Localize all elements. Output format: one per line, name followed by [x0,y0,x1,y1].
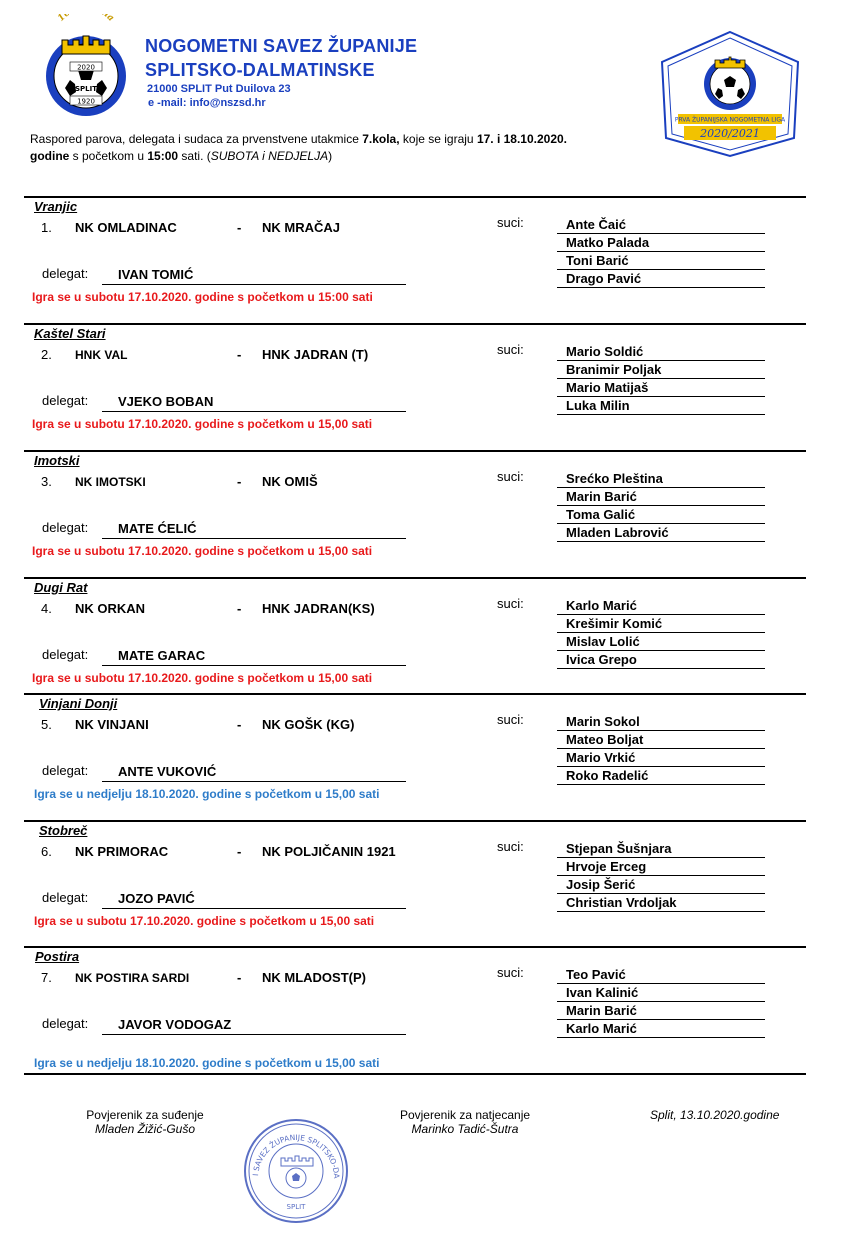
venue: Vinjani Donji [39,696,118,711]
divider [24,577,806,579]
referees-label: suci: [497,215,524,230]
match-number: 1. [41,220,52,235]
referee-line: Drago Pavić [557,270,765,288]
org-email: e -mail: info@nszsd.hr [148,97,266,109]
commissioner-referees-title: Povjerenik za suđenje [86,1108,204,1122]
home-team: NK OMLADINAC [75,220,177,235]
home-team: NK VINJANI [75,717,149,732]
delegate-line: ANTE VUKOVIĆ [102,764,406,782]
match-number: 4. [41,601,52,616]
referee-line: Hrvoje Erceg [557,858,765,876]
referee-line: Teo Pavić [557,966,765,984]
home-team: HNK VAL [75,348,128,362]
logo-year-bottom: 1920 [77,97,95,106]
referees-label: suci: [497,839,524,854]
official-stamp [243,1118,349,1224]
referee-line: Toma Galić [557,506,765,524]
match-block [24,820,806,947]
referee-line: Mario Matijaš [557,379,765,397]
referee-line: Karlo Marić [557,1020,765,1038]
org-address: 21000 SPLIT Put Duilova 23 [147,83,291,95]
venue: Vranjic [34,199,78,214]
schedule-note: Igra se u subotu 17.10.2020. godine s početkom u 15,00 sati [34,914,375,928]
delegate-label: delegat: [42,520,89,535]
match-block [24,693,806,820]
referee-line: Luka Milin [557,397,765,415]
referee-line: Srećko Pleština [557,470,765,488]
away-team: NK GOŠK (KG) [262,717,355,732]
delegate-label: delegat: [42,647,89,662]
referee-line: Roko Radelić [557,767,765,785]
referee-line: Mateo Boljat [557,731,765,749]
commissioner-competition [355,1108,575,1136]
schedule-note: Igra se u nedjelju 18.10.2020. godine s početkom u 15,00 sati [34,1056,380,1070]
league-season: 2020/2021 [700,127,760,140]
logo-top-text: 1 a [56,14,116,24]
delegate-label: delegat: [42,393,89,408]
venue: Kaštel Stari [34,326,106,341]
delegate-line: MATE GARAC [102,648,406,666]
delegate-line: JAVOR VODOGAZ [102,1017,406,1035]
referees-label: suci: [497,965,524,980]
away-team: NK POLJIČANIN 1921 [262,844,396,859]
versus-dash: - [237,347,242,362]
org-name-line2: SPLITSKO-DALMATINSKE [145,60,375,80]
away-team: NK MRAČAJ [262,220,340,235]
away-team: NK OMIŠ [262,474,318,489]
divider [24,946,806,948]
home-team: NK IMOTSKI [75,475,146,489]
referee-line: Marin Sokol [557,713,765,731]
svg-text:NOGOMETNI SAVEZ ŽUPANIJE SPLIT: I SAVEZ ŽUPANIJE SPLITSKO-DA [251,1132,342,1179]
match-block [24,196,806,323]
home-team: NK POSTIRA SARDI [75,971,190,985]
match-number: 7. [41,970,52,985]
match-block [24,946,806,1073]
logo-year-top: 2020 [77,63,95,72]
versus-dash: - [237,844,242,859]
away-team: NK MLADOST(P) [262,970,366,985]
versus-dash: - [237,474,242,489]
away-team: HNK JADRAN (T) [262,347,369,362]
schedule-note: Igra se u nedjelju 18.10.2020. godine s početkom u 15,00 sati [34,787,380,801]
referee-line: Josip Šerić [557,876,765,894]
referee-line: Mario Soldić [557,343,765,361]
referee-line: Marin Barić [557,1002,765,1020]
schedule-note: Igra se u subotu 17.10.2020. godine s početkom u 15,00 sati [32,671,373,685]
match-number: 6. [41,844,52,859]
org-name-line1: NOGOMETNI SAVEZ ŽUPANIJE [145,36,418,56]
venue: Postira [35,949,80,964]
divider [24,1073,806,1075]
home-team: NK ORKAN [75,601,146,616]
referee-line: Ante Čaić [557,216,765,234]
divider [24,450,806,452]
match-number: 2. [41,347,52,362]
referee-line: Mladen Labrović [557,524,765,542]
referee-line: Mario Vrkić [557,749,765,767]
commissioner-competition-name: Marinko Tadić-Šutra [411,1122,519,1136]
match-number: 3. [41,474,52,489]
divider [24,820,806,822]
logo-city: SPLIT [74,85,98,93]
referee-line: Christian Vrdoljak [557,894,765,912]
referee-line: Matko Palada [557,234,765,252]
match-block [24,450,806,577]
referees-label: suci: [497,469,524,484]
schedule-note: Igra se u subotu 17.10.2020. godine s početkom u 15,00 sati [32,417,373,431]
commissioner-referees [40,1108,250,1136]
delegate-line: VJEKO BOBAN [102,394,406,412]
referees-label: suci: [497,712,524,727]
league-banner: PRVA ŽUPANIJSKA NOGOMETNA LIGA [674,116,786,124]
place-date: Split, 13.10.2020.godine [650,1108,780,1122]
referee-line: Toni Barić [557,252,765,270]
delegate-label: delegat: [42,763,89,778]
referee-line: Karlo Marić [557,597,765,615]
commissioner-competition-title: Povjerenik za natjecanje [399,1108,531,1122]
delegate-label: delegat: [42,266,89,281]
referee-line: Branimir Poljak [557,361,765,379]
svg-text:100 godina [56,14,116,24]
referee-line: Stjepan Šušnjara [557,840,765,858]
commissioner-referees-name: Mladen Žižić-Gušo [94,1122,196,1136]
match-number: 5. [41,717,52,732]
home-team: NK PRIMORAC [75,844,169,859]
venue: Stobreč [39,823,88,838]
match-block [24,323,806,450]
match-block [24,577,806,704]
referee-line: Ivica Grepo [557,651,765,669]
delegate-line: IVAN TOMIĆ [102,267,406,285]
versus-dash: - [237,717,242,732]
delegate-line: MATE ĆELIĆ [102,521,406,539]
schedule-note: Igra se u subotu 17.10.2020. godine s početkom u 15,00 sati [32,544,373,558]
versus-dash: - [237,601,242,616]
delegate-line: JOZO PAVIĆ [102,891,406,909]
referees-label: suci: [497,342,524,357]
versus-dash: - [237,970,242,985]
divider [24,323,806,325]
league-logo [660,30,800,158]
referee-line: Mislav Lolić [557,633,765,651]
venue: Imotski [34,453,80,468]
delegate-label: delegat: [42,890,89,905]
venue: Dugi Rat [34,580,88,595]
delegate-label: delegat: [42,1016,89,1031]
schedule-note: Igra se u subotu 17.10.2020. godine s početkom u 15:00 sati [32,290,373,304]
divider [24,693,806,695]
referee-line: Ivan Kalinić [557,984,765,1002]
referee-line: Marin Barić [557,488,765,506]
referees-label: suci: [497,596,524,611]
federation-logo [40,14,132,120]
away-team: HNK JADRAN(KS) [262,601,375,616]
divider [24,196,806,198]
referee-line: Krešimir Komić [557,615,765,633]
intro-text: Raspored parova, delegata i sudaca za prvenstvene utakmice 7.kola, koje se igraju 17. i 18.10.2020. godine s početkom u 15:00 sati. (SUBOTA i NEDJELJA) [30,132,568,163]
versus-dash: - [237,220,242,235]
svg-text:SPLIT: SPLIT [286,1203,306,1211]
